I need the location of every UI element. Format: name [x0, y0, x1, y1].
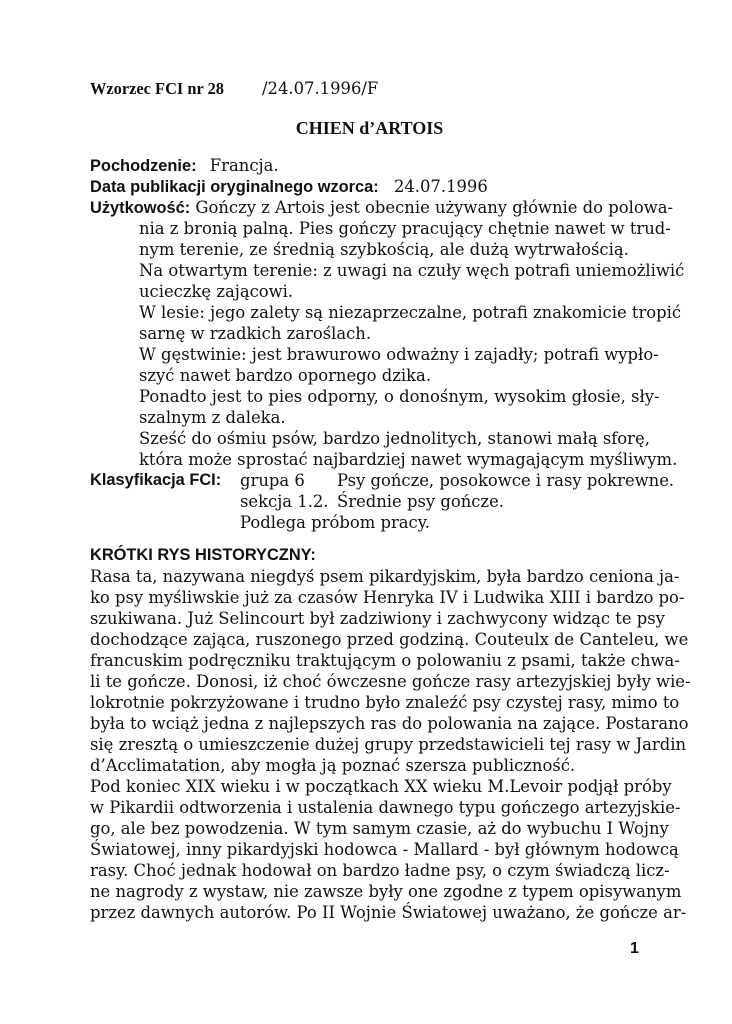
publication-value: 24.07.1996 — [393, 177, 488, 196]
utilization-line: Ponadto jest to pies odporny, o donośnym, wysokim głosie, sły- — [139, 387, 660, 406]
history-line: Światowej, inny pikardyjski hodowca - Mallard - był głównym hodowcą — [90, 840, 679, 859]
utilization-line: Sześć do ośmiu psów, bardzo jednolitych, stanowi małą sforę, — [139, 429, 650, 448]
history-line: go, ale bez powodzenia. W tym samym czasie, aż do wybuchu I Wojny — [90, 819, 669, 838]
history-line: ne nagrody z wystaw, nie zawsze były one zgodne z typem opisywanym — [90, 882, 682, 901]
utilization-line: sarnę w rzadkich zaroślach. — [139, 324, 372, 343]
utilization-line: nym terenie, ze średnią szybkością, ale dużą wytrwałością. — [139, 240, 629, 259]
utilization-line: ucieczkę zającowi. — [139, 282, 294, 301]
classification-note: Podlega próbom pracy. — [240, 513, 431, 532]
history-line: francuskim podręczniku traktującym o polowaniu z psami, także chwa- — [90, 651, 680, 670]
history-line: w Pikardii odtworzenia i ustalenia dawnego typu gończego artezyjskie- — [90, 798, 681, 817]
classification-group-desc: Psy gończe, posokowce i rasy pokrewne. — [337, 471, 675, 490]
utilization-line: szalnym z daleka. — [139, 408, 286, 427]
history-line: się zresztą o umieszczenie dużej grupy przedstawicieli tej rasy w Jardin — [90, 735, 687, 754]
classification-section: sekcja 1.2. — [240, 492, 329, 511]
utilization-line: szyć nawet bardzo opornego dzika. — [139, 366, 432, 385]
history-line: przez dawnych autorów. Po II Wojnie Światowej uważano, że gończe ar- — [90, 903, 687, 922]
utilization-line: W lesie: jego zalety są niezaprzeczalne, potrafi znakomicie tropić — [139, 303, 682, 322]
origin-value: Francja. — [209, 156, 279, 175]
origin-row — [90, 155, 279, 177]
history-line: dochodzące zająca, ruszonego przed godziną. Couteulx de Canteleu, we — [90, 630, 689, 649]
classification-group: grupa 6 — [240, 471, 305, 490]
page-title: CHIEN d’ARTOIS — [295, 118, 444, 138]
utilization-first-line — [90, 197, 674, 219]
history-line: rasy. Choć jednak hodował on bardzo ładne psy, o czym świadczą licz- — [90, 861, 670, 880]
standard-number: Wzorzec FCI nr 28 — [90, 79, 224, 98]
publication-row — [90, 176, 488, 198]
history-line: li te gończe. Donosi, iż choć ówczesne gończe rasy artezyjskiej były wie- — [90, 672, 691, 691]
utilization-line: Na otwartym terenie: z uwagi na czuły węch potrafi uniemożliwić — [139, 261, 685, 280]
history-heading: KRÓTKI RYS HISTORYCZNY: — [90, 546, 316, 564]
history-line: szukiwana. Już Selincourt był zadziwiony i zachwycony widząc te psy — [90, 609, 665, 628]
page-number: 1 — [630, 940, 639, 957]
history-line: była to wciąż jedna z najlepszych ras do polowania na zające. Postarano — [90, 714, 689, 733]
utilization-line: nia z bronią palną. Pies gończy pracujący chętnie nawet w trud- — [139, 219, 671, 238]
classification-section-desc: Średnie psy gończe. — [337, 492, 504, 511]
utilization-line: która może sprostać najbardziej nawet wymagającym myśliwym. — [139, 450, 678, 469]
history-line: d’Acclimatation, aby mogła ją poznać szersza publiczność. — [90, 756, 576, 775]
history-line: ko psy myśliwskie już za czasów Henryka IV i Ludwika XIII i bardzo po- — [90, 588, 685, 607]
origin-label: Pochodzenie: — [90, 157, 197, 175]
publication-label: Data publikacji oryginalnego wzorca: — [90, 178, 379, 196]
history-line: lokrotnie pokrzyżowane i trudno było znaleźć psy czystej rasy, mimo to — [90, 693, 680, 712]
history-line: Pod koniec XIX wieku i w początkach XX wieku M.Levoir podjął próby — [90, 777, 672, 796]
classification-label: Klasyfikacja FCI: — [90, 471, 222, 489]
utilization-line: W gęstwinie: jest brawurowo odważny i zajadły; potrafi wypło- — [139, 345, 659, 364]
utilization-text: Gończy z Artois jest obecnie używany głównie do polowa- — [195, 198, 674, 217]
history-line: Rasa ta, nazywana niegdyś psem pikardyjskim, była bardzo ceniona ja- — [90, 567, 680, 586]
standard-code: /24.07.1996/F — [262, 79, 379, 98]
utilization-label: Użytkowość: — [90, 199, 191, 217]
